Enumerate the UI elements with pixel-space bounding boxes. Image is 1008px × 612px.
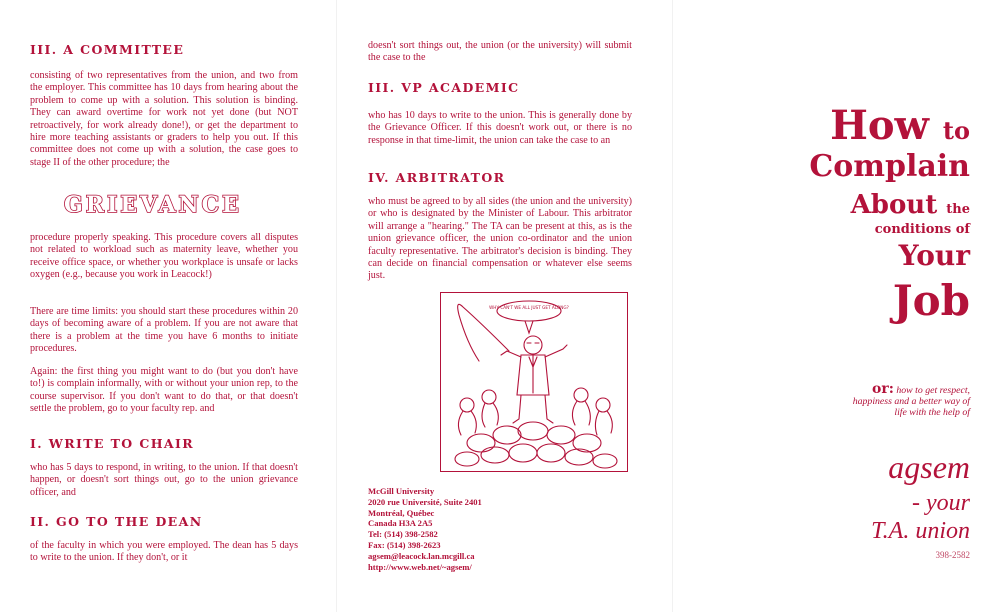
grievance-paragraph: procedure properly speaking. This procedure covers all disputes not related to workload such as maternity leave, whether you receive office space, or whether you workplace is unsafe or lacks oxygen (e.g., because you work in Leacock!) xyxy=(30,232,298,281)
your-text: - your xyxy=(912,490,970,516)
phone-line: Tel: (514) 398-2582 xyxy=(368,529,438,540)
address-line: 2020 rue Université, Suite 2401 xyxy=(368,496,482,507)
continued-paragraph: doesn't sort things out, the union (or the university) will submit the case to the xyxy=(368,40,632,64)
title-complain: Complain xyxy=(809,149,970,184)
heading-go-to-dean: II. GO TO THE DEAN xyxy=(30,514,203,529)
cartoon-speech-bubble: WHY CAN'T WE ALL JUST GET ALONG? xyxy=(489,305,569,310)
title-job: Job xyxy=(892,276,970,325)
fold-line xyxy=(672,0,673,612)
heading-committee: III. A COMMITTEE xyxy=(30,42,185,57)
grievance-heading: GRIEVANCE xyxy=(64,192,242,218)
cartoon-drawing xyxy=(441,293,627,471)
cover-phone: 398-2582 xyxy=(935,550,970,560)
fold-line xyxy=(336,0,337,612)
email-line: agsem@leacock.lan.mcgill.ca xyxy=(368,550,475,561)
tagline-text: how to get respect, happiness and a better way of life with the help of xyxy=(852,385,970,418)
title-to: to xyxy=(942,116,970,145)
title-the: the xyxy=(946,202,970,217)
title-how: How xyxy=(830,102,929,149)
arbitrator-paragraph: who must be agreed to by all sides (the union and the university) or who is designated by the Minister of Labour. This arbitrator will arrange a "hearing." The TA can be present at this, as is the union grievance officer, the union co-ordinator and the union faculty representative. The arbitrator's decision is binding. They can decide on financial compensation or whatever else seems just. xyxy=(368,196,632,282)
title-about: About xyxy=(850,190,938,220)
address-line: Montréal, Québec xyxy=(368,507,435,518)
address-line: McGill University xyxy=(368,486,435,496)
website-line: http://www.web.net/~agsem/ xyxy=(368,561,472,572)
informal-complaint-paragraph: Again: the first thing you might want to do (but you don't have to!) is complain informally, with or without your union rep, to the course supervisor. If you don't want to do that, or that doesn't settle the problem, go to your faculty rep. and xyxy=(30,366,298,415)
agsem-logo-text: agsem xyxy=(888,449,970,485)
vp-paragraph: who has 10 days to write to the union. This is generally done by the Grievance Officer. If this doesn't work out, or there is no response in that time-limit, the union can take the case to an xyxy=(368,110,632,146)
heading-arbitrator: IV. ARBITRATOR xyxy=(368,170,506,185)
heading-vp-academic: III. VP ACADEMIC xyxy=(368,80,520,95)
tagline xyxy=(850,381,970,418)
title-your: Your xyxy=(898,239,970,272)
dean-paragraph: of the faculty in which you were employed. The dean has 5 days to write to the union. If they don't, or it xyxy=(30,540,298,564)
title-conditions: conditions of xyxy=(874,222,970,237)
committee-paragraph: consisting of two representatives from the union, and two from the employer. This committee has 10 days from hearing about the problem to come up with a solution. This solution is binding. They can award overtime for work not yet done (but NOT retroactively, for work already done!), or get the department to hire more teaching assistants or graders to help you out. If this committee does not come up with a solution, the case goes to stage II of the other procedure; the xyxy=(30,70,298,168)
ta-union-text: T.A. union xyxy=(871,518,970,544)
fax-line: Fax: (514) 398-2623 xyxy=(368,539,441,550)
title-about-line xyxy=(851,190,970,225)
address-line: Canada H3A 2A5 xyxy=(368,518,433,529)
tagline-or: or: xyxy=(872,381,894,397)
cartoon-illustration xyxy=(440,292,628,472)
left-panel xyxy=(0,0,336,612)
title-how-line xyxy=(830,104,970,153)
heading-write-to-chair: I. WRITE TO CHAIR xyxy=(30,436,195,451)
time-limits-paragraph: There are time limits: you should start these procedures within 20 days of becoming aware of a problem. If you are not aware that there is a problem at the time you have 6 months to initiate procedures. xyxy=(30,306,298,355)
contact-address xyxy=(368,486,482,572)
chair-paragraph: who has 5 days to respond, in writing, to the union. If that doesn't happen, or doesn't sort things out, go to the union grievance officer, and xyxy=(30,462,298,498)
